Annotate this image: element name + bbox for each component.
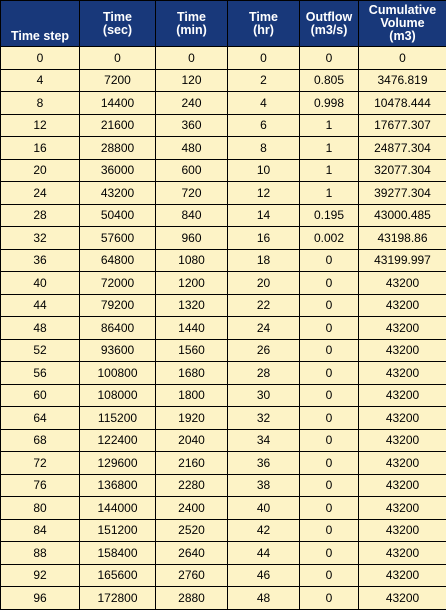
time-hr-cell: 38 [228, 474, 300, 497]
table-row [1, 47, 446, 70]
time-min-cell: 2760 [156, 564, 228, 587]
table-row [1, 182, 446, 205]
cumulative-volume-cell: 3476.819 [359, 69, 446, 92]
outflow-cell: 0 [300, 249, 359, 272]
outflow-cell: 1 [300, 182, 359, 205]
time-step-cell: 88 [1, 542, 80, 565]
time-step-cell: 24 [1, 182, 80, 205]
cumulative-volume-cell: 39277.304 [359, 182, 446, 205]
column-header-cumulative-volume [359, 1, 446, 47]
table-row [1, 159, 446, 182]
time-min-cell: 1440 [156, 317, 228, 340]
column-header-time-sec [80, 1, 156, 47]
table-row [1, 249, 446, 272]
time-sec-cell: 86400 [80, 317, 156, 340]
time-hr-cell: 34 [228, 429, 300, 452]
time-hr-cell: 46 [228, 564, 300, 587]
cumulative-volume-cell: 43200 [359, 362, 446, 385]
outflow-cell: 0 [300, 384, 359, 407]
outflow-cell: 0 [300, 497, 359, 520]
header-label: Cumulative [361, 4, 444, 17]
time-min-cell: 1080 [156, 249, 228, 272]
table-row [1, 204, 446, 227]
outflow-cell: 0 [300, 339, 359, 362]
time-step-cell: 36 [1, 249, 80, 272]
outflow-cell: 0 [300, 47, 359, 70]
table-row [1, 294, 446, 317]
header-unit: (min) [158, 24, 225, 37]
time-min-cell: 960 [156, 227, 228, 250]
time-step-cell: 8 [1, 92, 80, 115]
outflow-cell: 0 [300, 564, 359, 587]
time-sec-cell: 72000 [80, 272, 156, 295]
time-sec-cell: 64800 [80, 249, 156, 272]
header-label: Outflow [302, 11, 356, 24]
cumulative-volume-cell: 43200 [359, 542, 446, 565]
cumulative-volume-cell: 43200 [359, 497, 446, 520]
time-sec-cell: 115200 [80, 407, 156, 430]
time-hr-cell: 30 [228, 384, 300, 407]
table-row [1, 564, 446, 587]
time-hr-cell: 8 [228, 137, 300, 160]
time-min-cell: 1320 [156, 294, 228, 317]
table-row [1, 542, 446, 565]
cumulative-volume-cell: 43200 [359, 474, 446, 497]
outflow-cell: 0 [300, 542, 359, 565]
time-hr-cell: 4 [228, 92, 300, 115]
table-row [1, 272, 446, 295]
time-sec-cell: 36000 [80, 159, 156, 182]
time-hr-cell: 6 [228, 114, 300, 137]
table-row [1, 69, 446, 92]
cumulative-volume-cell: 0 [359, 47, 446, 70]
outflow-cell: 0 [300, 452, 359, 475]
time-sec-cell: 79200 [80, 294, 156, 317]
time-min-cell: 2040 [156, 429, 228, 452]
column-header-time-hr [228, 1, 300, 47]
outflow-cell: 0 [300, 587, 359, 610]
table-row [1, 452, 446, 475]
outflow-cell: 0.002 [300, 227, 359, 250]
time-step-cell: 68 [1, 429, 80, 452]
time-hr-cell: 24 [228, 317, 300, 340]
cumulative-volume-cell: 43200 [359, 317, 446, 340]
time-min-cell: 2640 [156, 542, 228, 565]
cumulative-volume-cell: 43199.997 [359, 249, 446, 272]
time-hr-cell: 20 [228, 272, 300, 295]
time-min-cell: 240 [156, 92, 228, 115]
cumulative-volume-cell: 43200 [359, 564, 446, 587]
table-row [1, 114, 446, 137]
table-row [1, 362, 446, 385]
time-step-cell: 44 [1, 294, 80, 317]
cumulative-volume-cell: 43200 [359, 407, 446, 430]
time-sec-cell: 172800 [80, 587, 156, 610]
time-min-cell: 2400 [156, 497, 228, 520]
time-sec-cell: 158400 [80, 542, 156, 565]
time-min-cell: 1800 [156, 384, 228, 407]
column-header-outflow [300, 1, 359, 47]
cumulative-volume-cell: 43200 [359, 519, 446, 542]
time-sec-cell: 151200 [80, 519, 156, 542]
time-min-cell: 1920 [156, 407, 228, 430]
time-step-cell: 52 [1, 339, 80, 362]
table-row [1, 497, 446, 520]
outflow-cell: 0.805 [300, 69, 359, 92]
time-sec-cell: 165600 [80, 564, 156, 587]
time-hr-cell: 26 [228, 339, 300, 362]
cumulative-volume-cell: 43200 [359, 294, 446, 317]
header-unit: (m3/s) [302, 24, 356, 37]
time-step-cell: 12 [1, 114, 80, 137]
cumulative-volume-cell: 43200 [359, 339, 446, 362]
time-min-cell: 120 [156, 69, 228, 92]
time-step-cell: 80 [1, 497, 80, 520]
time-step-cell: 56 [1, 362, 80, 385]
table-row [1, 227, 446, 250]
header-label: Time [82, 11, 153, 24]
time-hr-cell: 44 [228, 542, 300, 565]
time-sec-cell: 14400 [80, 92, 156, 115]
header-label-2: Volume [361, 17, 444, 30]
table-row [1, 137, 446, 160]
time-sec-cell: 136800 [80, 474, 156, 497]
time-step-cell: 32 [1, 227, 80, 250]
time-step-cell: 20 [1, 159, 80, 182]
table-row [1, 474, 446, 497]
time-sec-cell: 43200 [80, 182, 156, 205]
outflow-cell: 0.195 [300, 204, 359, 227]
time-min-cell: 1680 [156, 362, 228, 385]
time-sec-cell: 28800 [80, 137, 156, 160]
table-row [1, 317, 446, 340]
cumulative-volume-cell: 17677.307 [359, 114, 446, 137]
time-hr-cell: 32 [228, 407, 300, 430]
table-row [1, 384, 446, 407]
time-step-cell: 64 [1, 407, 80, 430]
time-sec-cell: 50400 [80, 204, 156, 227]
table-row [1, 339, 446, 362]
time-hr-cell: 14 [228, 204, 300, 227]
outflow-cell: 0 [300, 474, 359, 497]
time-hr-cell: 18 [228, 249, 300, 272]
header-label: Time [158, 11, 225, 24]
time-sec-cell: 0 [80, 47, 156, 70]
time-sec-cell: 57600 [80, 227, 156, 250]
time-min-cell: 2880 [156, 587, 228, 610]
time-step-cell: 60 [1, 384, 80, 407]
time-hr-cell: 36 [228, 452, 300, 475]
time-sec-cell: 144000 [80, 497, 156, 520]
time-step-cell: 92 [1, 564, 80, 587]
outflow-cell: 0 [300, 294, 359, 317]
outflow-cell: 0.998 [300, 92, 359, 115]
table-row [1, 92, 446, 115]
time-min-cell: 2520 [156, 519, 228, 542]
header-label: Time [230, 11, 297, 24]
cumulative-volume-cell: 43200 [359, 587, 446, 610]
time-hr-cell: 2 [228, 69, 300, 92]
time-hr-cell: 48 [228, 587, 300, 610]
time-hr-cell: 28 [228, 362, 300, 385]
cumulative-volume-cell: 43200 [359, 429, 446, 452]
outflow-cell: 1 [300, 137, 359, 160]
outflow-cell: 0 [300, 429, 359, 452]
time-step-cell: 48 [1, 317, 80, 340]
time-min-cell: 840 [156, 204, 228, 227]
time-min-cell: 1200 [156, 272, 228, 295]
time-step-cell: 40 [1, 272, 80, 295]
column-header-time-step [1, 1, 80, 47]
time-hr-cell: 10 [228, 159, 300, 182]
outflow-cell: 0 [300, 317, 359, 340]
time-min-cell: 720 [156, 182, 228, 205]
time-min-cell: 2280 [156, 474, 228, 497]
time-step-cell: 84 [1, 519, 80, 542]
time-min-cell: 360 [156, 114, 228, 137]
time-step-cell: 96 [1, 587, 80, 610]
cumulative-volume-cell: 43200 [359, 384, 446, 407]
outflow-cell: 0 [300, 272, 359, 295]
table-row [1, 519, 446, 542]
time-min-cell: 1560 [156, 339, 228, 362]
table-header [1, 1, 446, 47]
time-sec-cell: 108000 [80, 384, 156, 407]
time-sec-cell: 21600 [80, 114, 156, 137]
outflow-cell: 1 [300, 114, 359, 137]
table-row [1, 587, 446, 610]
cumulative-volume-cell: 43198.86 [359, 227, 446, 250]
time-hr-cell: 22 [228, 294, 300, 317]
time-sec-cell: 122400 [80, 429, 156, 452]
time-hr-cell: 0 [228, 47, 300, 70]
header-label: Time step [3, 30, 77, 43]
time-hr-cell: 12 [228, 182, 300, 205]
cumulative-volume-cell: 24877.304 [359, 137, 446, 160]
cumulative-volume-cell: 10478.444 [359, 92, 446, 115]
table-row [1, 407, 446, 430]
table-row [1, 429, 446, 452]
time-min-cell: 600 [156, 159, 228, 182]
outflow-cell: 0 [300, 407, 359, 430]
time-sec-cell: 93600 [80, 339, 156, 362]
time-hr-cell: 40 [228, 497, 300, 520]
header-row [1, 1, 446, 47]
outflow-cell: 0 [300, 362, 359, 385]
time-step-cell: 76 [1, 474, 80, 497]
time-sec-cell: 7200 [80, 69, 156, 92]
column-header-time-min [156, 1, 228, 47]
time-step-cell: 4 [1, 69, 80, 92]
header-unit: (hr) [230, 24, 297, 37]
time-min-cell: 2160 [156, 452, 228, 475]
time-sec-cell: 129600 [80, 452, 156, 475]
time-step-cell: 72 [1, 452, 80, 475]
time-min-cell: 0 [156, 47, 228, 70]
cumulative-volume-cell: 43000.485 [359, 204, 446, 227]
outflow-cell: 1 [300, 159, 359, 182]
cumulative-volume-cell: 43200 [359, 272, 446, 295]
time-min-cell: 480 [156, 137, 228, 160]
cumulative-volume-cell: 43200 [359, 452, 446, 475]
header-unit: (sec) [82, 24, 153, 37]
header-unit: (m3) [361, 30, 444, 43]
time-step-cell: 28 [1, 204, 80, 227]
time-sec-cell: 100800 [80, 362, 156, 385]
time-step-cell: 16 [1, 137, 80, 160]
table-body [1, 47, 446, 610]
time-hr-cell: 16 [228, 227, 300, 250]
time-hr-cell: 42 [228, 519, 300, 542]
time-step-cell: 0 [1, 47, 80, 70]
outflow-cell: 0 [300, 519, 359, 542]
cumulative-volume-cell: 32077.304 [359, 159, 446, 182]
